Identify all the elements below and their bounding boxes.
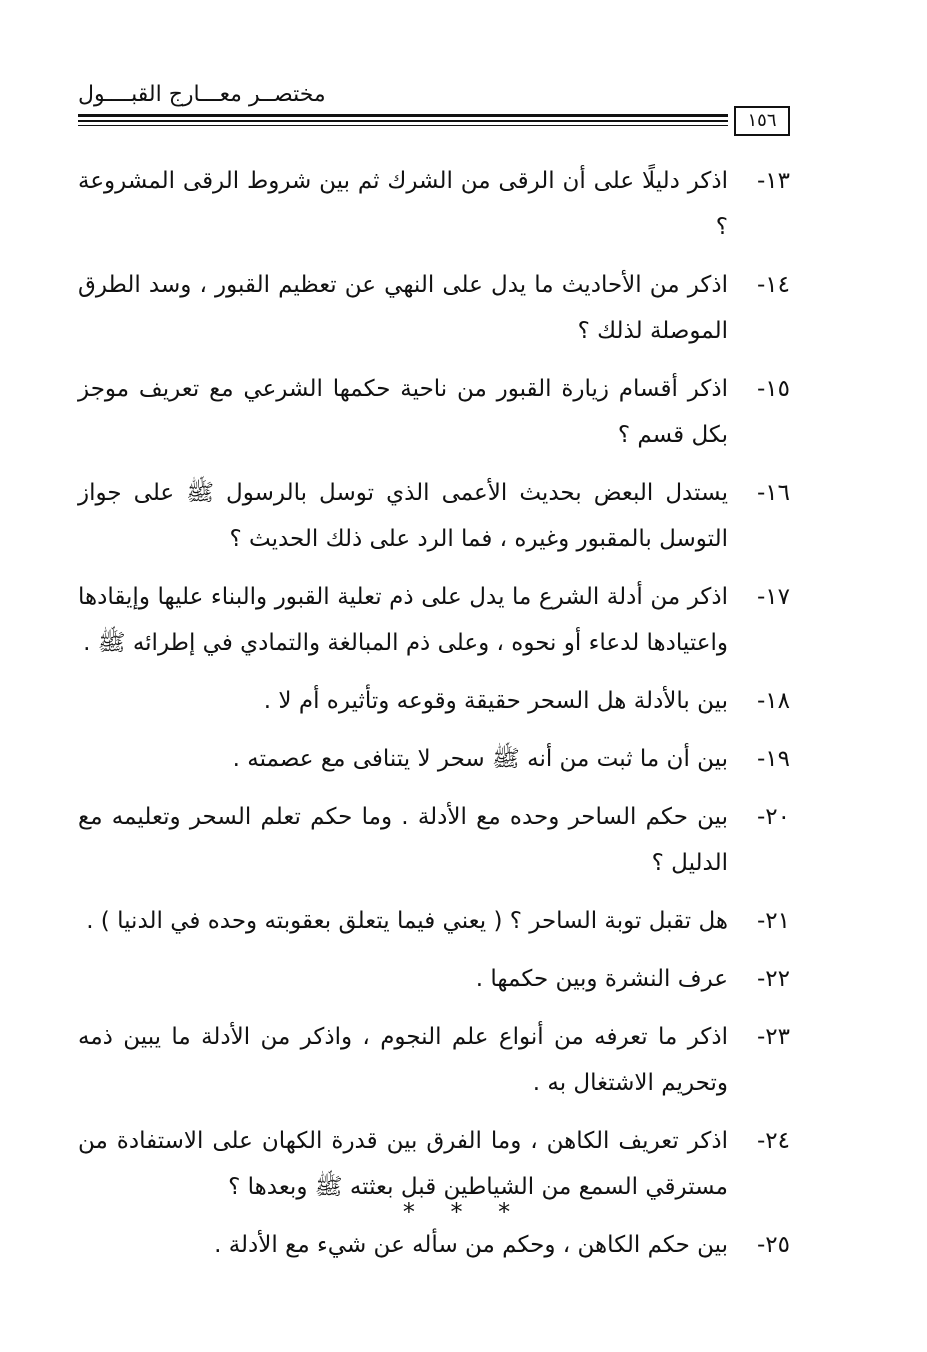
question-item xyxy=(78,794,790,886)
question-text: هل تقبل توبة الساحر ؟ ( يعني فيما يتعلق بعقوبته وحده في الدنيا ) . xyxy=(86,908,728,934)
header-rule xyxy=(78,114,728,117)
question-number: ١٣- xyxy=(756,168,790,194)
header-rule xyxy=(78,125,728,126)
question-number: ٢٢- xyxy=(756,966,790,992)
question-number: ٢٣- xyxy=(756,1024,790,1050)
question-text: يستدل البعض بحديث الأعمى الذي توسل بالرسول ﷺ على جواز التوسل بالمقبور وغيره ، فما الرد على ذلك الحديث ؟ xyxy=(78,480,728,552)
question-number: ١٥- xyxy=(756,376,790,402)
question-item xyxy=(78,470,790,562)
question-number: ٢٥- xyxy=(756,1232,790,1258)
question-item xyxy=(78,262,790,354)
question-text: اذكر ما تعرفه من أنواع علم النجوم ، واذكر من الأدلة ما يبين ذمه وتحريم الاشتغال به . xyxy=(78,1024,728,1096)
question-number: ٢١- xyxy=(756,908,790,934)
question-text: بين حكم الساحر وحده مع الأدلة . وما حكم تعلم السحر وتعليمه مع الدليل ؟ xyxy=(78,804,728,876)
question-text: بين أن ما ثبت من أنه ﷺ سحر لا يتنافى مع عصمته . xyxy=(232,746,728,772)
question-item xyxy=(78,366,790,458)
question-item xyxy=(78,1118,790,1210)
question-item xyxy=(78,956,790,1002)
question-text: اذكر من أدلة الشرع ما يدل على ذم تعلية القبور والبناء عليها وإيقادها واعتيادها لدعاء أو نحوه ، وعلى ذم المبالغة والتمادي في إطرائه ﷺ . xyxy=(78,584,728,656)
question-item xyxy=(78,678,790,724)
question-number: ٢٤- xyxy=(756,1128,790,1154)
question-number: ١٨- xyxy=(756,688,790,714)
question-text: بين حكم الكاهن ، وحكم من سأله عن شيء مع الأدلة . xyxy=(214,1232,728,1258)
question-number: ٢٠- xyxy=(756,804,790,830)
header-rule xyxy=(78,120,728,122)
question-item xyxy=(78,1222,790,1268)
question-text: اذكر من الأحاديث ما يدل على النهي عن تعظيم القبور ، وسد الطرق الموصلة لذلك ؟ xyxy=(78,272,728,344)
question-item xyxy=(78,574,790,666)
question-item xyxy=(78,1014,790,1106)
section-separator: * * * xyxy=(402,1198,525,1226)
question-text: اذكر أقسام زيارة القبور من ناحية حكمها الشرعي مع تعريف موجز بكل قسم ؟ xyxy=(78,376,728,448)
question-text: عرف النشرة وبين حكمها . xyxy=(475,966,728,992)
page-header xyxy=(78,82,790,140)
book-title: مختصــر معـــارج القبــــول xyxy=(78,82,326,107)
question-item xyxy=(78,736,790,782)
question-number: ١٦- xyxy=(756,480,790,506)
questions-list xyxy=(78,158,790,1280)
question-text: اذكر تعريف الكاهن ، وما الفرق بين قدرة الكهان على الاستفادة من مسترقي السمع من الشياطين قبل بعثته ﷺ وبعدها ؟ xyxy=(78,1128,728,1200)
question-text: اذكر دليلًا على أن الرقى من الشرك ثم بين شروط الرقى المشروعة ؟ xyxy=(78,168,728,240)
question-number: ١٩- xyxy=(756,746,790,772)
question-item xyxy=(78,898,790,944)
question-number: ١٧- xyxy=(756,584,790,610)
question-number: ١٤- xyxy=(756,272,790,298)
question-item xyxy=(78,158,790,250)
question-text: بين بالأدلة هل السحر حقيقة وقوعه وتأثيره أم لا . xyxy=(263,688,728,714)
page-number: ١٥٦ xyxy=(734,106,790,136)
